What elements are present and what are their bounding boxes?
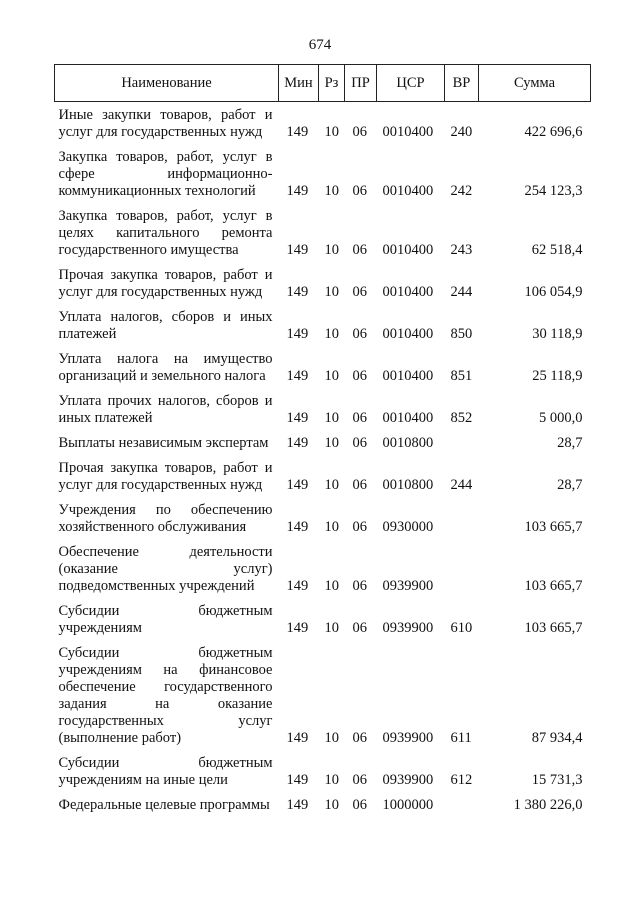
cell-pr: 06 — [352, 730, 367, 746]
cell-name: Закупка товаров, работ, услуг в сфере информационно-коммуникационных технологий — [58, 149, 273, 199]
cell-pr: 06 — [352, 368, 367, 384]
table-row — [55, 388, 591, 430]
cell-min: 149 — [286, 435, 309, 451]
table-header-row — [55, 65, 591, 102]
cell-rz: 10 — [324, 620, 339, 636]
cell-rz: 10 — [324, 435, 339, 451]
cell-sum: 25 118,9 — [532, 368, 583, 384]
cell-rz: 10 — [324, 183, 339, 199]
cell-csr: 0930000 — [382, 519, 434, 535]
cell-vr: 611 — [450, 730, 472, 746]
cell-sum: 30 118,9 — [532, 326, 583, 342]
cell-name: Уплата налога на имущество организаций и земельного налога — [58, 351, 273, 384]
cell-pr: 06 — [352, 183, 367, 199]
cell-sum: 422 696,6 — [524, 124, 583, 140]
cell-pr: 06 — [352, 435, 367, 451]
cell-pr: 06 — [352, 620, 367, 636]
table-row — [55, 598, 591, 640]
table-row — [55, 497, 591, 539]
table-row — [55, 455, 591, 497]
cell-sum: 87 934,4 — [531, 730, 583, 746]
cell-min: 149 — [286, 284, 309, 300]
cell-vr: 244 — [450, 284, 473, 300]
table-body — [55, 102, 591, 818]
cell-csr: 0939900 — [382, 730, 434, 746]
cell-rz: 10 — [324, 124, 339, 140]
cell-vr: 242 — [450, 183, 473, 199]
cell-name: Уплата налогов, сборов и иных платежей — [58, 309, 273, 342]
cell-sum: 103 665,7 — [524, 519, 583, 535]
cell-rz: 10 — [324, 797, 339, 813]
cell-name: Иные закупки товаров, работ и услуг для государственных нужд — [58, 107, 273, 140]
cell-sum: 106 054,9 — [524, 284, 583, 300]
cell-sum: 28,7 — [557, 435, 583, 451]
cell-rz: 10 — [324, 730, 339, 746]
cell-vr: 243 — [450, 242, 473, 258]
cell-vr: 850 — [450, 326, 473, 342]
cell-sum: 254 123,3 — [524, 183, 583, 199]
cell-vr: 610 — [450, 620, 473, 636]
cell-min: 149 — [286, 730, 309, 746]
cell-vr — [445, 497, 479, 539]
cell-sum: 103 665,7 — [524, 620, 583, 636]
cell-vr — [445, 430, 479, 455]
cell-min: 149 — [286, 797, 309, 813]
cell-csr: 0939900 — [382, 578, 434, 594]
table-row — [55, 640, 591, 750]
column-header-csr: ЦСР — [377, 65, 445, 102]
table-row — [55, 262, 591, 304]
cell-vr — [445, 539, 479, 598]
cell-pr: 06 — [352, 410, 367, 426]
cell-sum: 5 000,0 — [539, 410, 583, 426]
cell-name: Федеральные целевые программы — [58, 797, 270, 813]
cell-name: Обеспечение деятельности (оказание услуг) подведомственных учреждений — [58, 544, 273, 594]
cell-rz: 10 — [324, 242, 339, 258]
cell-min: 149 — [286, 410, 309, 426]
cell-pr: 06 — [352, 124, 367, 140]
cell-csr: 0010400 — [382, 124, 434, 140]
table-row — [55, 430, 591, 455]
cell-csr: 0010400 — [382, 368, 434, 384]
cell-rz: 10 — [324, 578, 339, 594]
cell-min: 149 — [286, 477, 309, 493]
cell-vr: 240 — [450, 124, 473, 140]
column-header-pr: ПР — [345, 65, 377, 102]
column-header-rz: Рз — [319, 65, 345, 102]
cell-rz: 10 — [324, 284, 339, 300]
cell-csr: 0010400 — [382, 242, 434, 258]
table-row — [55, 203, 591, 262]
cell-pr: 06 — [352, 772, 367, 788]
budget-table — [54, 64, 591, 817]
cell-rz: 10 — [324, 477, 339, 493]
cell-pr: 06 — [352, 284, 367, 300]
table-row — [55, 539, 591, 598]
cell-sum: 15 731,3 — [531, 772, 583, 788]
cell-name: Субсидии бюджетным учреждениям — [58, 603, 273, 636]
cell-csr: 0939900 — [382, 772, 434, 788]
cell-name: Уплата прочих налогов, сборов и иных платежей — [58, 393, 273, 426]
cell-vr: 612 — [450, 772, 473, 788]
cell-name: Учреждения по обеспечению хозяйственного обслуживания — [58, 502, 273, 535]
cell-vr: 244 — [450, 477, 473, 493]
table-row — [55, 750, 591, 792]
cell-name: Закупка товаров, работ, услуг в целях капитального ремонта государственного имущества — [58, 208, 273, 258]
cell-name: Прочая закупка товаров, работ и услуг для государственных нужд — [58, 267, 273, 300]
cell-min: 149 — [286, 326, 309, 342]
cell-rz: 10 — [324, 519, 339, 535]
cell-csr: 0010800 — [382, 435, 434, 451]
cell-pr: 06 — [352, 477, 367, 493]
table-row — [55, 144, 591, 203]
column-header-vr: ВР — [445, 65, 479, 102]
cell-pr: 06 — [352, 242, 367, 258]
cell-rz: 10 — [324, 410, 339, 426]
table-row — [55, 346, 591, 388]
cell-vr: 852 — [450, 410, 473, 426]
column-header-name: Наименование — [55, 65, 279, 102]
cell-pr: 06 — [352, 519, 367, 535]
cell-csr: 0010400 — [382, 183, 434, 199]
cell-min: 149 — [286, 183, 309, 199]
cell-min: 149 — [286, 242, 309, 258]
column-header-sum: Сумма — [479, 65, 591, 102]
cell-rz: 10 — [324, 368, 339, 384]
cell-pr: 06 — [352, 797, 367, 813]
table-row — [55, 792, 591, 817]
cell-csr: 0939900 — [382, 620, 434, 636]
cell-name: Выплаты независимым экспертам — [58, 435, 269, 451]
cell-sum: 28,7 — [557, 477, 583, 493]
cell-rz: 10 — [324, 326, 339, 342]
cell-csr: 0010400 — [382, 326, 434, 342]
cell-name: Прочая закупка товаров, работ и услуг для государственных нужд — [58, 460, 273, 493]
cell-csr: 0010400 — [382, 410, 434, 426]
cell-name: Субсидии бюджетным учреждениям на финансовое обеспечение государственного задания на оказание государственных услуг (выполнение работ) — [58, 645, 273, 746]
cell-sum: 62 518,4 — [531, 242, 583, 258]
cell-min: 149 — [286, 578, 309, 594]
cell-min: 149 — [286, 620, 309, 636]
cell-pr: 06 — [352, 326, 367, 342]
cell-min: 149 — [286, 368, 309, 384]
page-number: 674 — [308, 37, 332, 53]
cell-sum: 103 665,7 — [524, 578, 583, 594]
cell-csr: 0010800 — [382, 477, 434, 493]
table-row — [55, 102, 591, 145]
cell-csr: 1000000 — [382, 797, 434, 813]
column-header-min: Мин — [279, 65, 319, 102]
cell-sum: 1 380 226,0 — [513, 797, 583, 813]
cell-min: 149 — [286, 772, 309, 788]
cell-min: 149 — [286, 519, 309, 535]
cell-pr: 06 — [352, 578, 367, 594]
cell-name: Субсидии бюджетным учреждениям на иные цели — [58, 755, 273, 788]
cell-min: 149 — [286, 124, 309, 140]
cell-vr: 851 — [450, 368, 473, 384]
cell-csr: 0010400 — [382, 284, 434, 300]
cell-vr — [445, 792, 479, 817]
cell-rz: 10 — [324, 772, 339, 788]
table-row — [55, 304, 591, 346]
